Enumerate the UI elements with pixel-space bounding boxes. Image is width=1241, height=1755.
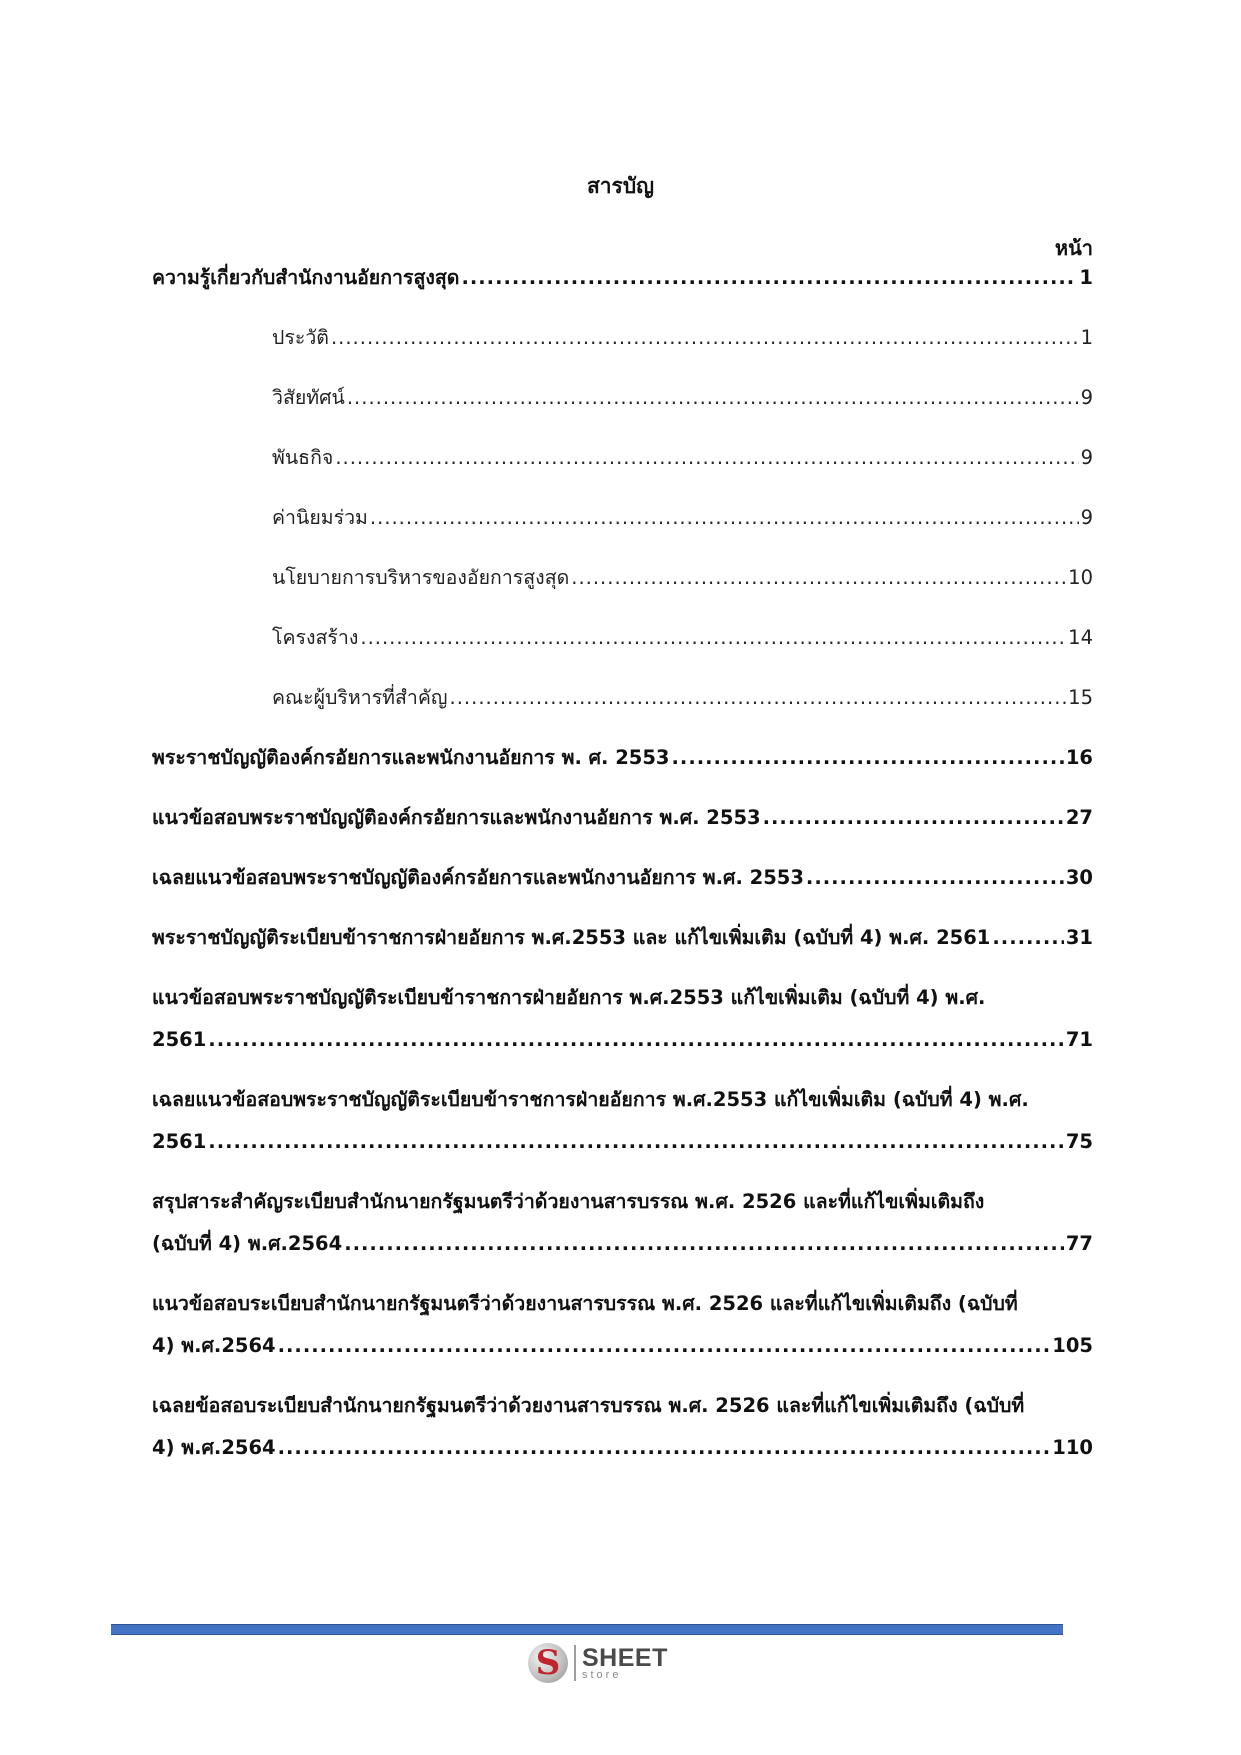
toc-title: สารบัญ bbox=[586, 174, 655, 198]
toc-entry-page: 27 bbox=[1065, 806, 1093, 829]
toc-entry bbox=[152, 857, 1093, 899]
toc-entry-title-line: เฉลยข้อสอบระเบียบสำนักนายกรัฐมนตรีว่าด้วยงานสารบรรณ พ.ศ. 2526 และที่แก้ไขเพิ่มเติมถึง (ฉบับที่ bbox=[152, 1394, 1025, 1417]
toc-entry-page: 1 bbox=[1079, 266, 1093, 289]
toc-entry-title: คณะผู้บริหารที่สำคัญ bbox=[272, 686, 448, 709]
dot-leader bbox=[331, 317, 1079, 359]
toc-entry-page: 110 bbox=[1052, 1436, 1093, 1459]
toc-entry-title: วิสัยทัศน์ bbox=[272, 386, 345, 409]
toc-entry-title: แนวข้อสอบพระราชบัญญัติองค์กรอัยการและพนักงานอัยการ พ.ศ. 2553 bbox=[152, 806, 761, 829]
toc-entry bbox=[272, 677, 1093, 719]
toc-entry-page: 9 bbox=[1080, 506, 1093, 529]
toc-entry-title: พันธกิจ bbox=[272, 446, 334, 469]
dot-leader bbox=[360, 617, 1066, 659]
toc-entry bbox=[152, 1283, 1093, 1367]
dot-leader bbox=[208, 1121, 1064, 1163]
toc-entry bbox=[152, 1385, 1093, 1469]
toc-entry bbox=[272, 437, 1093, 479]
toc-entry bbox=[272, 617, 1093, 659]
toc-entry-title-line: สรุปสาระสำคัญระเบียบสำนักนายกรัฐมนตรีว่าด้วยงานสารบรรณ พ.ศ. 2526 และที่แก้ไขเพิ่มเติมถึง bbox=[152, 1190, 985, 1213]
toc-entry bbox=[152, 977, 1093, 1061]
toc-entry bbox=[152, 797, 1093, 839]
toc-entry-page: 10 bbox=[1068, 566, 1093, 589]
logo-subword: store bbox=[582, 1668, 622, 1681]
toc-entry-page: 75 bbox=[1065, 1130, 1093, 1153]
dot-leader bbox=[335, 437, 1078, 479]
toc-entry-title: 2561 bbox=[152, 1028, 207, 1051]
dot-leader bbox=[370, 497, 1079, 539]
toc-entry-page: 77 bbox=[1065, 1232, 1093, 1255]
toc-entry-title: 2561 bbox=[152, 1130, 207, 1153]
toc-entry-title: พระราชบัญญัติองค์กรอัยการและพนักงานอัยการ พ. ศ. 2553 bbox=[152, 746, 670, 769]
toc-entry-title: เฉลยแนวข้อสอบพระราชบัญญัติองค์กรอัยการและพนักงานอัยการ พ.ศ. 2553 bbox=[152, 866, 804, 889]
sheet-store-logo bbox=[528, 1641, 668, 1685]
toc-entry-page: 1 bbox=[1080, 326, 1093, 349]
toc-entry bbox=[272, 317, 1093, 359]
toc-entry-title-line: แนวข้อสอบระเบียบสำนักนายกรัฐมนตรีว่าด้วยงานสารบรรณ พ.ศ. 2526 และที่แก้ไขเพิ่มเติมถึง (ฉบับที่ bbox=[152, 1292, 1018, 1315]
dot-leader bbox=[278, 1325, 1051, 1367]
toc-entry-title: 4) พ.ศ.2564 bbox=[152, 1334, 276, 1357]
logo-divider bbox=[574, 1645, 576, 1681]
toc-entry-title-line: เฉลยแนวข้อสอบพระราชบัญญัติระเบียบข้าราชการฝ่ายอัยการ พ.ศ.2553 แก้ไขเพิ่มเติม (ฉบับที่ 4) พ.ศ. bbox=[152, 1088, 1029, 1111]
toc-entry-title: พระราชบัญญัติระเบียบข้าราชการฝ่ายอัยการ พ.ศ.2553 และ แก้ไขเพิ่มเติม (ฉบับที่ 4) พ.ศ. 2561 bbox=[152, 926, 991, 949]
logo-word: SHEET bbox=[582, 1643, 668, 1672]
toc-entry bbox=[152, 1181, 1093, 1265]
dot-leader bbox=[208, 1019, 1064, 1061]
toc-entry-page: 14 bbox=[1068, 626, 1093, 649]
toc-entry bbox=[272, 497, 1093, 539]
toc-entry-title: ความรู้เกี่ยวกับสำนักงานอัยการสูงสุด bbox=[152, 266, 460, 289]
toc-entry-title-line: แนวข้อสอบพระราชบัญญัติระเบียบข้าราชการฝ่ายอัยการ พ.ศ.2553 แก้ไขเพิ่มเติม (ฉบับที่ 4) พ.ศ. bbox=[152, 986, 986, 1009]
dot-leader bbox=[571, 557, 1066, 599]
toc-entry-title: (ฉบับที่ 4) พ.ศ.2564 bbox=[152, 1232, 343, 1255]
toc-entry bbox=[272, 557, 1093, 599]
dot-leader bbox=[763, 797, 1064, 839]
toc-entry-page: 16 bbox=[1065, 746, 1093, 769]
footer-rule bbox=[111, 1624, 1063, 1635]
dot-leader bbox=[450, 677, 1067, 719]
toc-entry-title: ประวัติ bbox=[272, 326, 329, 349]
toc-entry bbox=[152, 1079, 1093, 1163]
page-column-header: หน้า bbox=[1054, 236, 1093, 260]
toc-entry-page: 9 bbox=[1080, 446, 1093, 469]
toc-entry-page: 105 bbox=[1052, 1334, 1093, 1357]
toc-entry bbox=[272, 377, 1093, 419]
toc-entry-page: 9 bbox=[1080, 386, 1093, 409]
toc-entry-title: โครงสร้าง bbox=[272, 626, 359, 649]
dot-leader bbox=[344, 1223, 1064, 1265]
dot-leader bbox=[672, 737, 1064, 779]
toc-entry bbox=[152, 737, 1093, 779]
dot-leader bbox=[992, 917, 1063, 959]
dot-leader bbox=[278, 1427, 1051, 1469]
toc-entry-page: 15 bbox=[1068, 686, 1093, 709]
toc-entry bbox=[152, 917, 1093, 959]
toc-entry bbox=[152, 257, 1093, 299]
dot-leader bbox=[806, 857, 1064, 899]
toc-entry-title: ค่านิยมร่วม bbox=[272, 506, 368, 529]
dot-leader bbox=[461, 257, 1077, 299]
dot-leader bbox=[347, 377, 1079, 419]
toc-entry-page: 30 bbox=[1065, 866, 1093, 889]
toc-entry-title: นโยบายการบริหารของอัยการสูงสุด bbox=[272, 566, 570, 589]
logo-s-icon: S bbox=[528, 1643, 568, 1683]
toc-entry-title: 4) พ.ศ.2564 bbox=[152, 1436, 276, 1459]
toc-entry-page: 71 bbox=[1065, 1028, 1093, 1051]
toc-entry-page: 31 bbox=[1065, 926, 1093, 949]
